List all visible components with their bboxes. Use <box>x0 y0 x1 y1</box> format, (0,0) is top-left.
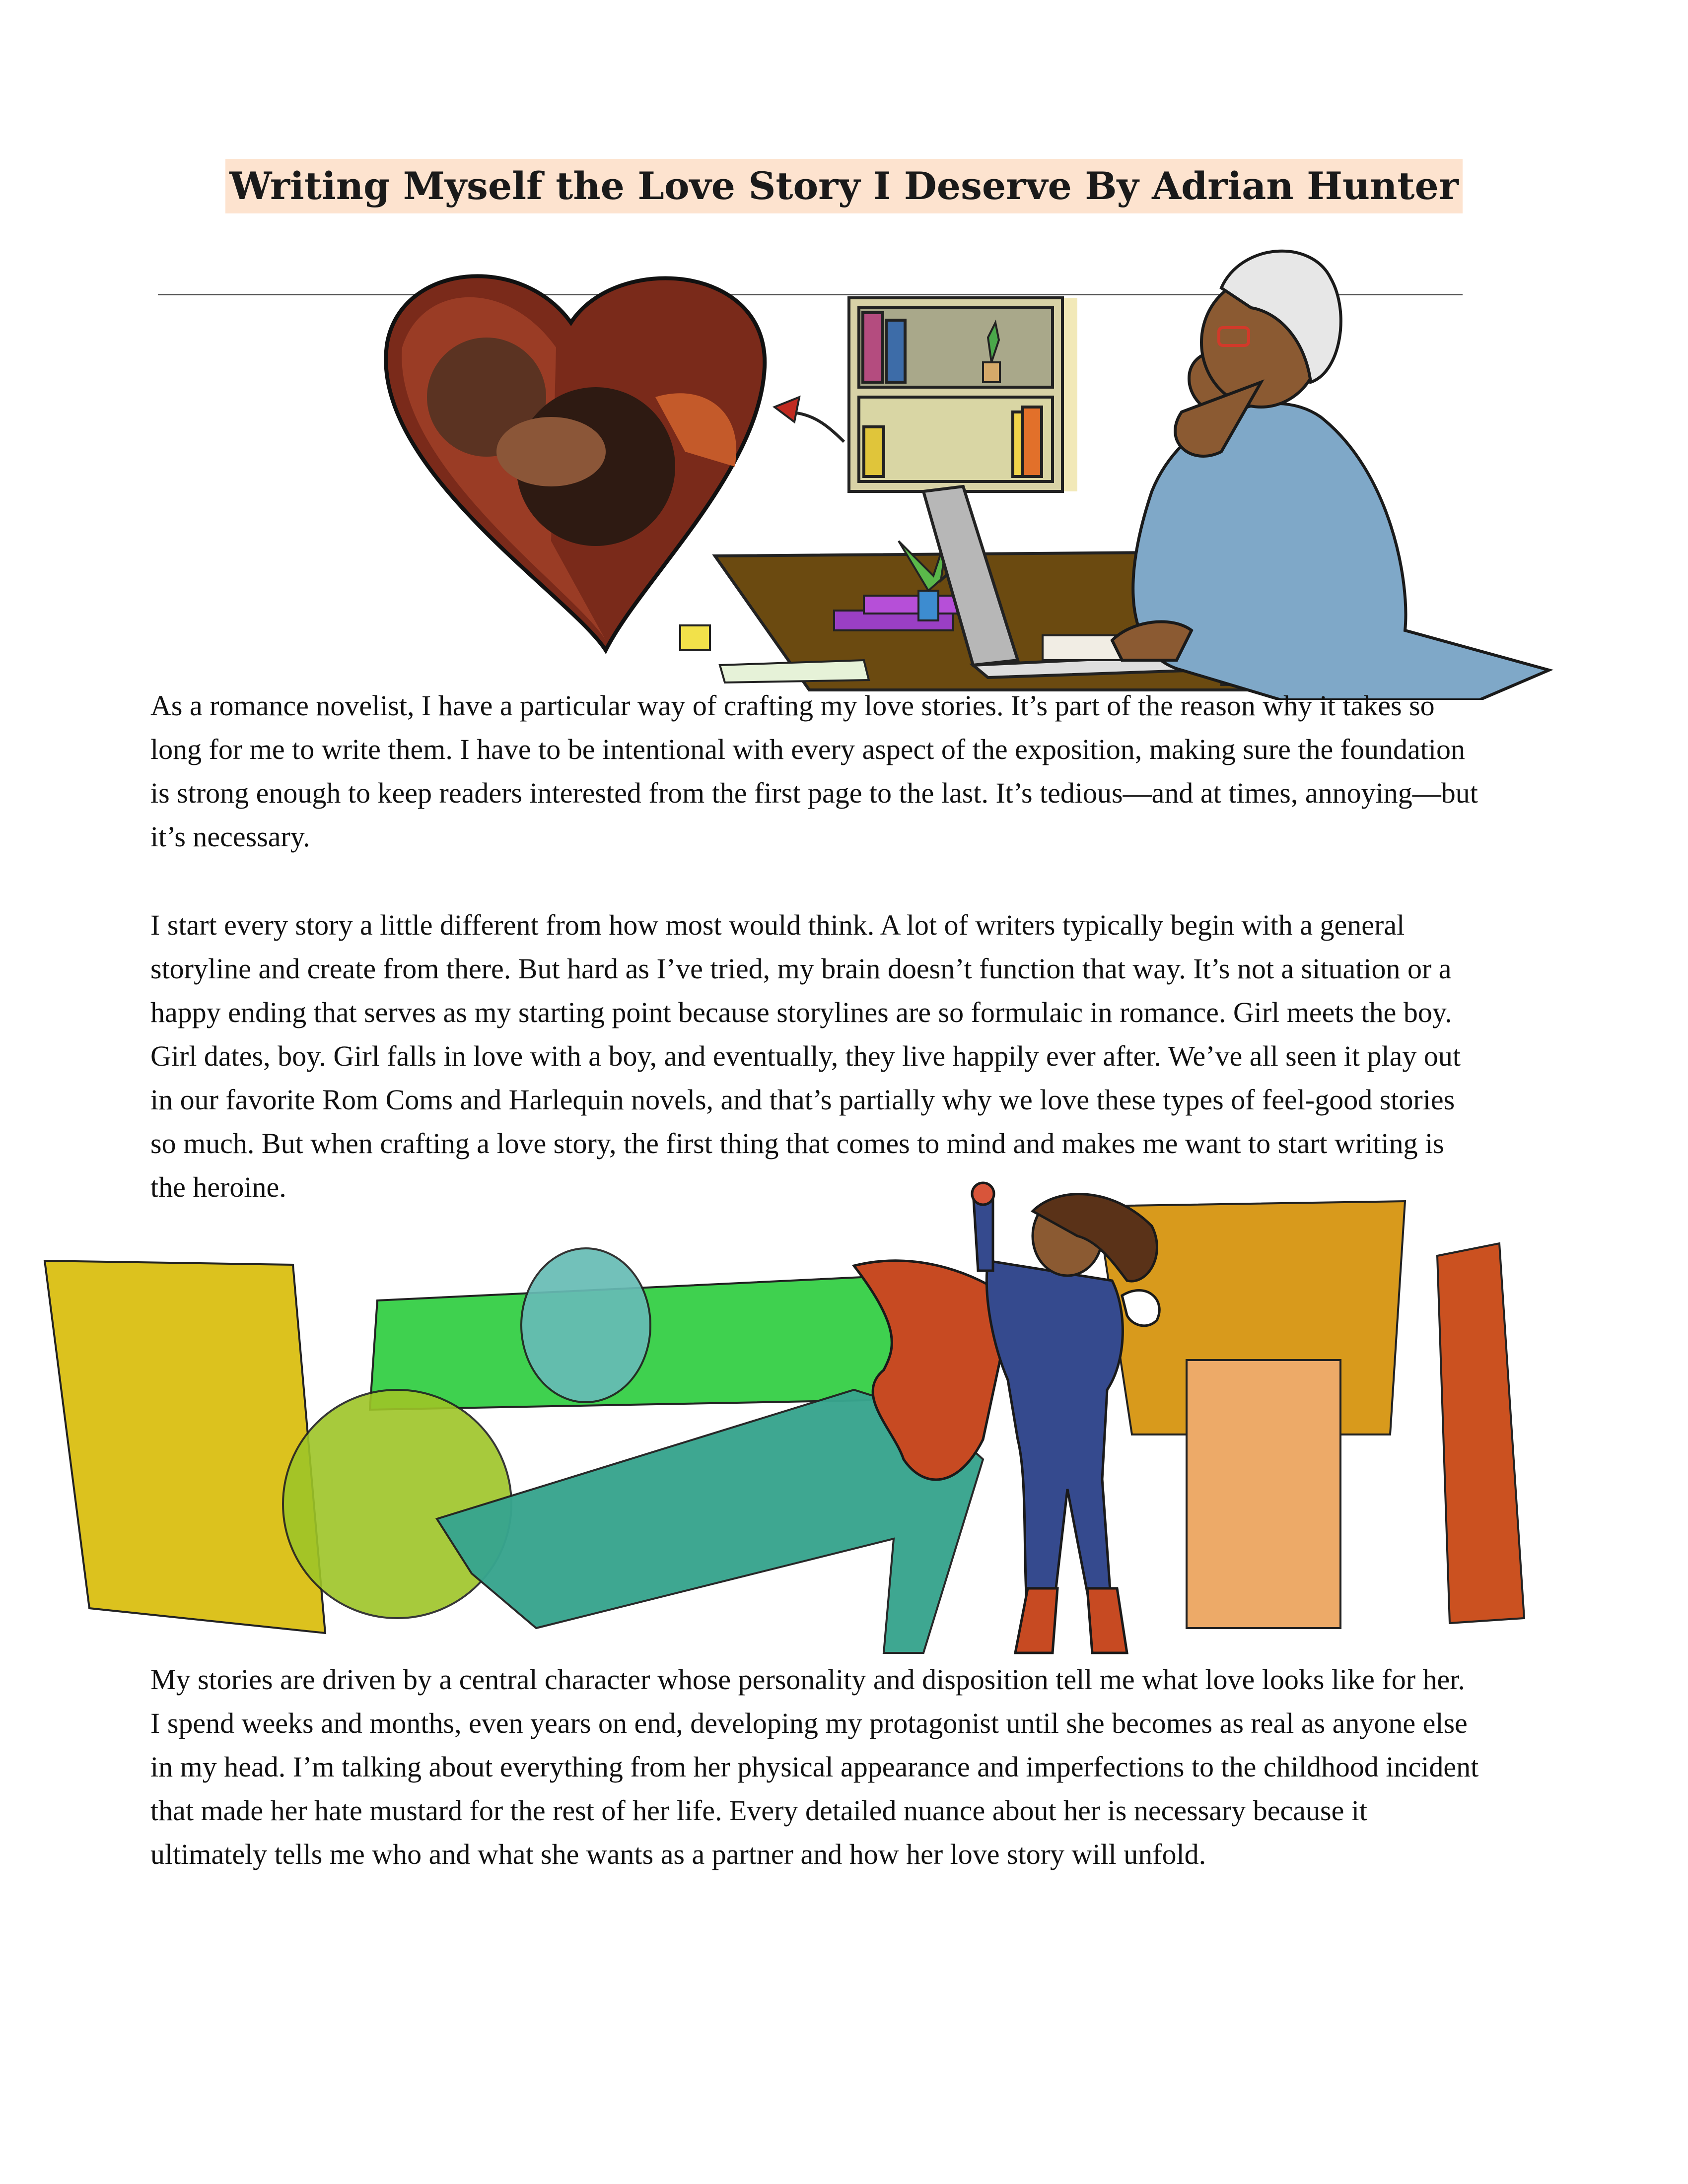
writer-at-desk-illustration <box>338 233 1559 700</box>
paragraph-1: As a romance novelist, I have a particular way of crafting my love stories. It’s part of the reason why it takes so long for me to write them. I have to be intentional with every aspect of the exposition, making sure the foundation is strong enough to keep readers interested from the first page to the last. It’s tedious—and at times, annoying—but it’s necessary. <box>150 689 1478 853</box>
article-title: Writing Myself the Love Story I Deserve By Adrian Hunter <box>225 159 1463 213</box>
yellow-quad-shape <box>45 1261 325 1633</box>
teal-circle-shape <box>521 1248 650 1402</box>
writer-woman <box>1112 251 1549 700</box>
lime-circle-shape <box>283 1390 511 1618</box>
bookshelf <box>849 298 1062 491</box>
paragraph-3: My stories are driven by a central character whose personality and disposition tell me what love looks like for her. I spend weeks and months, even years on end, developing my protagonist until she becomes as real as anyone else in my head. I’m talking about everything from her physical appearance and imperfections to the childhood incident that made her hate mustard for the rest of her life. Every detailed nuance about her is necessary because it ultimately tells me who and what she wants as a partner and how her love story will unfold. <box>150 1663 1479 1870</box>
title-container <box>0 159 1688 213</box>
heart-photo <box>386 276 765 650</box>
rust-quad-shape <box>1437 1243 1524 1623</box>
superhero-shapes-illustration <box>40 1181 1599 1658</box>
paragraph-2: I start every story a little different from how most would think. A lot of writers typically begin with a general storyline and create from there. But hard as I’ve tried, my brain doesn’t function that way. It’s not a situation or a happy ending that serves as my starting point because storylines are so formulaic in romance. Girl meets the boy. Girl dates, boy. Girl falls in love with a boy, and eventually, they live happily ever after. We’ve all seen it play out in our favorite Rom Coms and Harlequin novels, and that’s partially why we love these types of feel-good stories so much. But when crafting a love story, the first thing that comes to mind and makes me want to start writing is the heroine. <box>150 909 1461 1203</box>
peach-rect-shape <box>1187 1360 1340 1628</box>
